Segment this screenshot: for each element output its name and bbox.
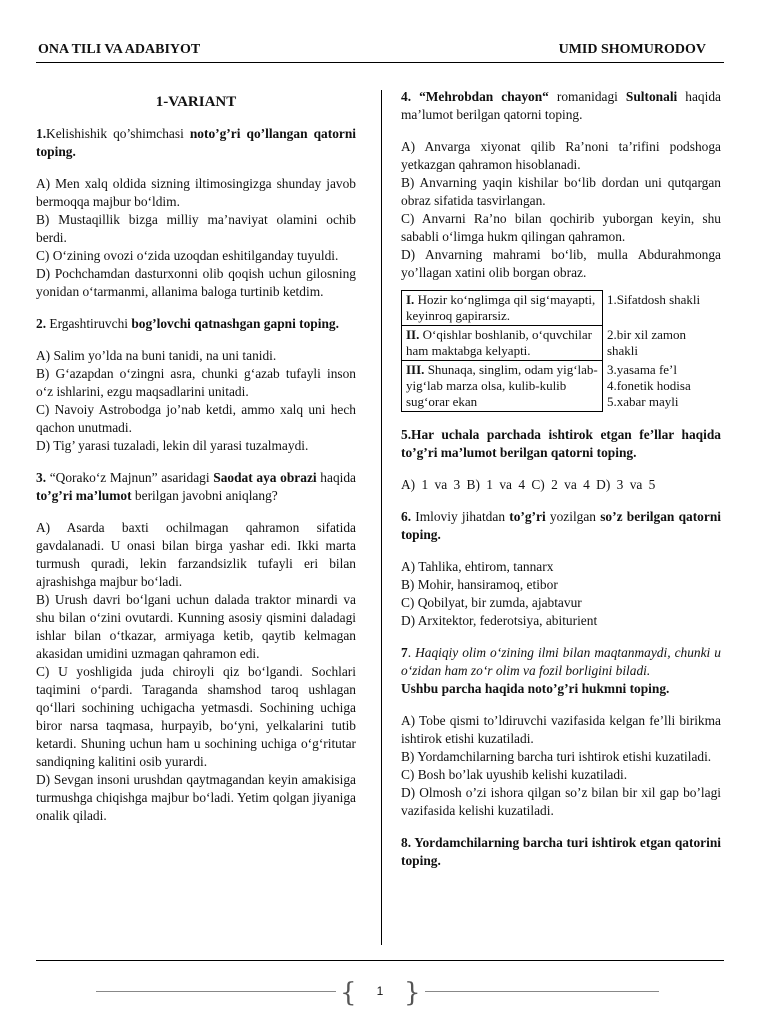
option-b: B) Urush davri bo‘lgani uchun dalada traktor minardi va shu bilan o‘zini ovutardi. Kunning asosiy qismini daladagi ishlar bilan o‘tkazar, armiyaga ketib, qaytib kelmagan akasidan umidini uzmagan qahramon edi. <box>36 592 356 661</box>
header-rule <box>36 62 724 63</box>
table-row <box>402 326 721 361</box>
question-title: 8. Yordamchilarning barcha turi ishtirok etgan qatorini toping. <box>401 835 721 868</box>
table-cell <box>402 326 603 361</box>
question-number: 1. <box>36 126 47 141</box>
question-6 <box>401 508 721 544</box>
question-4 <box>401 88 721 124</box>
left-brace-icon: { <box>340 978 357 1008</box>
option-c: C) O‘zining ovozi o‘zida uzoqdan eshitilganday tuyuldi. <box>36 248 339 263</box>
question-2 <box>36 315 356 333</box>
option-a: A) Tobe qismi to’ldiruvchi vazifasida kelgan fe’lli birikma ishtirok etishi kuzatiladi. <box>401 713 721 746</box>
page-number: 1 <box>376 984 384 998</box>
option-c: C) Qobilyat, bir zumda, ajabtavur <box>401 595 582 610</box>
question-3 <box>36 469 356 505</box>
option-b: B) Yordamchilarning barcha turi ishtirok etishi kuzatiladi. <box>401 749 712 764</box>
question-1 <box>36 125 356 161</box>
question-emphasis: to’g’ri ma’lumot <box>36 488 132 503</box>
option-b: B) Mohir, hansiramoq, etibor <box>401 577 558 592</box>
question-emphasis: “Mehrobdan chayon“ <box>411 89 549 104</box>
footer-line-left <box>96 991 336 992</box>
option-b: B) G‘azapdan o‘zingni asra, chunki g‘azab tufayli inson o‘z ishlarini, ezgu maqsadlarini unitadi. <box>36 366 356 399</box>
question-emphasis: so’z berilgan qatorni toping. <box>401 509 721 542</box>
table-cell-right: 3.yasama fe’l 4.fonetik hodisa 5.xabar mayli <box>606 361 691 409</box>
question-text: yozilgan <box>545 509 601 524</box>
question-5 <box>401 426 721 462</box>
option-d: D) Pochchamdan dasturxonni olib qoqish uchun gilosning yonidan o‘tarmanmi, allanima baloga turtinib ketdim. <box>36 266 356 299</box>
table-cell <box>402 361 603 412</box>
question-text: berilgan javobni aniqlang? <box>131 488 278 503</box>
table-row <box>402 361 721 412</box>
question-emphasis: noto’g’ri qo’llangan qatorni toping. <box>36 126 356 159</box>
question-emphasis: Sultonali <box>625 89 678 104</box>
question-text: haqida ma’lumot berilgan qatorni toping. <box>401 89 721 122</box>
option-a: A) Tahlika, ehtirom, tannarx <box>401 559 554 574</box>
option-d: D) Arxitektor, federotsiya, abiturient <box>401 613 598 628</box>
question-text: Imloviy jihatdan <box>411 509 510 524</box>
row-number: I. <box>406 292 415 307</box>
answer-options: A) 1 va 3 B) 1 va 4 C) 2 va 4 D) 3 va 5 <box>401 477 656 492</box>
table-cell-right: 2.bir xil zamon shakli <box>606 326 687 358</box>
footer-rule <box>36 960 724 961</box>
matching-table <box>401 290 721 412</box>
question-dot: . <box>407 645 412 660</box>
question-7 <box>401 644 721 698</box>
option-b: B) Anvarning yaqin kishilar bo‘lib dordan uni qutqargan obraz sifatida tasvirlangan. <box>401 175 721 208</box>
question-emphasis: to’g’ri <box>509 509 546 524</box>
question-number: 6. <box>401 509 412 524</box>
question-text: Ergashtiruvchi <box>46 316 132 331</box>
page-header <box>38 42 706 62</box>
question-emphasis: Saodat aya obrazi <box>213 470 317 485</box>
question-text: romanidagi <box>548 89 626 104</box>
option-d: D) Olmosh o’zi ishora qilgan so’z bilan bir xil gap bo’lagi vazifasida kelishi kuzatiladi. <box>401 785 721 818</box>
column-divider <box>381 90 382 945</box>
option-a: A) Asarda baxti ochilmagan qahramon sifatida gavdalanadi. U onasi bilan birga yashar edi. Ikki marta turmush quradi, lekin farzandsizlik tufayli eri bilan ajrashishga majbur bo‘ladi. <box>36 520 356 589</box>
row-number: III. <box>406 362 425 377</box>
right-brace-icon: } <box>404 978 421 1008</box>
row-number: II. <box>406 327 420 342</box>
question-number: 3. <box>36 470 47 485</box>
question-number: 7 <box>401 645 408 660</box>
option-d: D) Anvarning mahrami bo‘lib, mulla Abdurahmonga yo’llagan xatini olib borgan obraz. <box>401 247 721 280</box>
question-emphasis: Ushbu parcha haqida noto’g’ri hukmni toping. <box>401 681 670 696</box>
question-emphasis: bog’lovchi qatnashgan gapni toping. <box>131 316 339 331</box>
option-b: B) Mustaqillik bizga milliy ma’naviyat olamini ochib berdi. <box>36 212 356 245</box>
question-number: 2. <box>36 316 47 331</box>
option-c: C) Navoiy Astrobodga jo’nab ketdi, ammo xalq uni hech qachon unutmadi. <box>36 402 356 435</box>
quoted-passage: Haqiqiy olim o‘zining ilmi bilan maqtanmaydi, chunki u o‘zidan ham zo‘r olim va fozil borligini biladi. <box>401 645 721 678</box>
question-number: 4. <box>401 89 412 104</box>
variant-title: 1-VARIANT <box>155 94 237 110</box>
option-c: C) Anvarni Ra’no bilan qochirib yuborgan keyin, shu sababli o‘limga hukm qilingan qahramon. <box>401 211 721 244</box>
question-title: 5.Har uchala parchada ishtirok etgan fe’llar haqida to’g’ri ma’lumot berilgan qatorni toping. <box>401 427 721 460</box>
question-text: haqida <box>316 470 356 485</box>
row-text: Shunaqa, singlim, odam yig‘lab-yig‘lab marza olsa, kulib-kulib sug‘orar ekan <box>406 362 598 409</box>
question-8 <box>401 834 721 870</box>
left-column <box>36 88 356 825</box>
table-row <box>402 291 721 326</box>
row-text: Hozir ko‘nglimga qil sig‘mayapti, keyinroq gapirarsiz. <box>406 292 596 323</box>
question-text: Kelishishik qo’shimchasi <box>46 126 190 141</box>
option-d: D) Tig’ yarasi tuzaladi, lekin dil yarasi tuzalmaydi. <box>36 438 309 453</box>
right-column <box>401 88 721 876</box>
option-c: C) U yoshligida juda chiroyli qiz bo‘lgandi. Sochlari taqimini o‘pardi. Taraganda shamshod taroq ushlagan qo‘llari sochining uchigacha yetmasdi. Sochining uchiga biror narsa taqmasa, hurpayib, bo‘yni, yelkalarini tutib ketardi. Shuning uchun ham u sochining uchiga o‘g‘ritutar sandiqning kalitini osib yurardi. <box>36 664 356 769</box>
author-name: UMID SHOMURODOV <box>558 42 706 57</box>
question-text: “Qorako‘z Majnun” asaridagi <box>46 470 214 485</box>
table-cell-right: 1.Sifatdosh shakli <box>606 291 701 307</box>
table-cell <box>402 291 603 326</box>
row-text: O‘qishlar boshlanib, o‘quvchilar ham maktabga kelyapti. <box>406 327 592 358</box>
option-a: A) Anvarga xiyonat qilib Ra’noni ta’rifini podshoga yetkazgan qahramon hisoblanadi. <box>401 139 721 172</box>
option-a: A) Men xalq oldida sizning iltimosingizga shunday javob bermoqqa majbur bo‘ldim. <box>36 176 356 209</box>
option-d: D) Sevgan insoni urushdan qaytmagandan keyin amakisiga turmushga chiqishga majbur bo‘ladi. Yetim qolgan jiyaniga onalik qiladi. <box>36 772 356 823</box>
option-a: A) Salim yo’lda na buni tanidi, na uni tanidi. <box>36 348 277 363</box>
footer-line-right <box>425 991 659 992</box>
option-c: C) Bosh bo’lak uyushib kelishi kuzatiladi. <box>401 767 628 782</box>
subject-title: ONA TILI VA ADABIYOT <box>38 42 201 57</box>
